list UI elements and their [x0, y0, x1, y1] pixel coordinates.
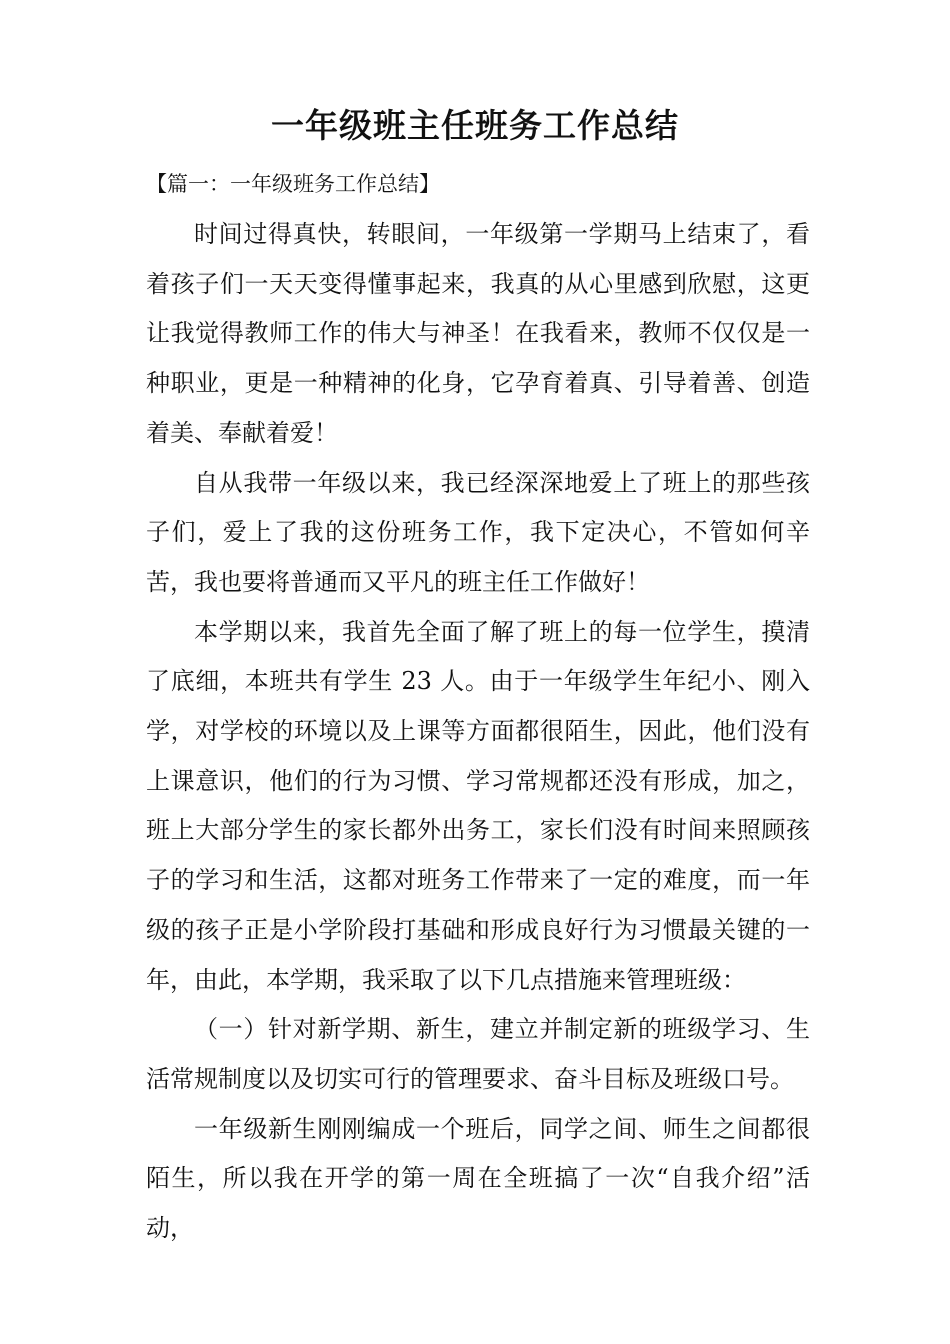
document-title: 一年级班主任班务工作总结	[271, 106, 679, 145]
paragraph-5: 一年级新生刚刚编成一个班后，同学之间、师生之间都很陌生，所以我在开学的第一周在全班搞了一次“自我介绍”活动，	[146, 1114, 810, 1243]
paragraph-2: 自从我带一年级以来，我已经深深地爱上了班上的那些孩子们，爱上了我的这份班务工作，我下定决心，不管如何辛苦，我也要将普通而又平凡的班主任工作做好！	[146, 468, 810, 596]
paragraph-1: 时间过得真快，转眼间，一年级第一学期马上结束了，看着孩子们一天天变得懂事起来，我真的从心里感到欣慰，这更让我觉得教师工作的伟大与神圣！在我看来，教师不仅仅是一种职业，更是一种精神的化身，它孕育着真、引导着善、创造着美、奉献着爱！	[146, 220, 810, 447]
section-heading: 【篇一：一年级班务工作总结】	[146, 172, 440, 196]
paragraph-4: （一）针对新学期、新生，建立并制定新的班级学习、生活常规制度以及切实可行的管理要求、奋斗目标及班级口号。	[146, 1015, 810, 1093]
paragraph-3: 本学期以来，我首先全面了解了班上的每一位学生，摸清了底细，本班共有学生 23 人。由于一年级学生年纪小、刚入学，对学校的环境以及上课等方面都很陌生，因此，他们没有上课意识，他们的行为习惯、学习常规都还没有形成，加之，班上大部分学生的家长都外出务工，家长们没有时间来照顾孩子的学习和生活，这都对班务工作带来了一定的难度，而一年级的孩子正是小学阶段打基础和形成良好行为习惯最关键的一年，由此，本学期，我采取了以下几点措施来管理班级：	[146, 617, 810, 994]
document-body	[146, 210, 810, 1254]
